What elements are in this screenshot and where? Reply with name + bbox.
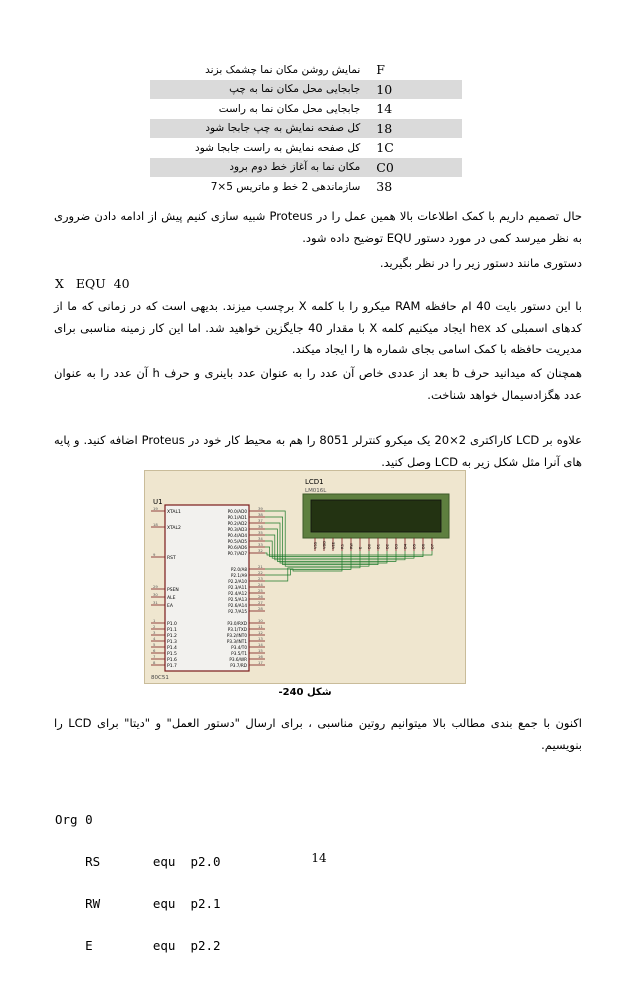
mcu-pin-label: P1.5 (167, 652, 177, 657)
lcd-pin-label: VDD (322, 541, 327, 549)
paragraph-consider: دستوری مانند دستور زیر را در نظر بگیرید. (379, 256, 582, 270)
mcu-pin-number: 31 (153, 600, 158, 605)
lcd-pin-group (314, 538, 435, 551)
lcd-pin-label: RS (340, 544, 345, 549)
mcu-pin-label: P1.7 (167, 664, 177, 669)
mcu-pin-number: 2 (153, 624, 156, 629)
mcu-pin-number: 24 (258, 582, 263, 587)
mcu-pin-number: 38 (258, 512, 263, 517)
lcd-pin-label: E (358, 546, 363, 549)
mcu-pin-label: P0.0/AD0 (227, 509, 247, 514)
command-row (150, 119, 462, 139)
mcu-pin-label: ALE (167, 596, 176, 601)
mcu-pin-label: P0.1/AD1 (227, 515, 247, 520)
command-row (150, 158, 462, 178)
command-row (150, 99, 462, 119)
command-description: مکان نما به آغاز خط دوم برود (150, 158, 366, 178)
mcu-pin-number: 5 (153, 642, 156, 647)
mcu-pin-label: P1.2 (167, 634, 177, 639)
command-code: C0 (366, 158, 462, 178)
mcu-pin-number: 39 (258, 506, 263, 511)
mcu-pin-number: 25 (258, 588, 263, 593)
mcu-pin-number: 18 (153, 522, 158, 527)
mcu-pin-label: P2.0/A8 (230, 567, 247, 572)
mcu-pin-number: 12 (258, 630, 263, 635)
mcu-pin-label: P1.6 (167, 658, 177, 663)
code-line: RW equ p2.1 (55, 896, 221, 911)
mcu-pin-label: XTAL1 (167, 510, 181, 515)
mcu-ref: U1 (153, 498, 163, 506)
mcu-pin-number: 8 (153, 660, 156, 665)
mcu-pin-number: 27 (258, 600, 263, 605)
lcd-pin-label: VSS (313, 541, 318, 549)
mcu-pin-number: 35 (258, 530, 263, 535)
command-code: 18 (366, 119, 462, 139)
command-description: کل صفحه نمایش به راست جابجا شود (195, 141, 361, 154)
command-description: کل صفحه نمایش به چپ جابجا شود (150, 119, 366, 139)
mcu-pin-label: EA (167, 604, 173, 609)
mcu-pin-label: PSEN (167, 588, 179, 593)
equ-example: X EQU 40 (55, 276, 130, 291)
code-line: Org 0 (55, 812, 93, 827)
mcu-pin-label: P0.7/AD7 (227, 551, 247, 556)
lcd-command-table (150, 60, 462, 197)
lcd-pin-label: D7 (430, 543, 435, 549)
mcu-pin-number: 23 (258, 576, 263, 581)
mcu-pin-number: 11 (258, 624, 263, 629)
mcu-pin-number: 13 (258, 636, 263, 641)
command-row (150, 80, 462, 100)
lcd-pin-label: D5 (412, 543, 417, 549)
mcu-pin-number: 17 (258, 660, 263, 665)
mcu-pin-number: 3 (153, 630, 156, 635)
mcu-pin-label: P3.0/RXD (227, 621, 247, 626)
mcu-pin-number: 29 (153, 584, 158, 589)
mcu-pin-label: P2.2/A10 (228, 579, 247, 584)
command-row (150, 177, 462, 197)
mcu-pin-number: 7 (153, 654, 156, 659)
command-description: نمایش روشن مکان نما چشمک بزند (205, 63, 361, 76)
connection-wire (265, 541, 414, 558)
mcu-pin-label: P0.4/AD4 (227, 533, 247, 538)
mcu-pin-label: P0.2/AD2 (227, 521, 247, 526)
command-description: سازماندهی 2 خط و ماتریس 5×7 (210, 180, 361, 193)
mcu-pin-number: 15 (258, 648, 263, 653)
paragraph-equ-explanation: با این دستور بایت 40 ام حافظه RAM میکرو را با کلمه X برچسب میزند. بدیهی است که در زمانی که ما از کدهای اسمبلی کد hex ایجاد میکنیم کلمه X با مقدار 40 جایگزین خواهید شد. اما این کار زمینه مناسبی برای مدیریت حافظه با کمک اسامی بجای شماره ها را ایجاد میکند. (54, 299, 582, 356)
code-line: RS equ p2.0 (55, 854, 221, 869)
mcu-pin-label: P2.6/A14 (228, 603, 247, 608)
lcd-pin-label: RW (349, 543, 354, 549)
mcu-pin-number: 6 (153, 648, 156, 653)
mcu-pin-label: P1.3 (167, 640, 177, 645)
mcu-pin-number: 34 (258, 536, 263, 541)
schematic-svg (145, 471, 465, 683)
lcd-pin-label: D3 (394, 543, 399, 549)
mcu-pin-label: P0.6/AD6 (227, 545, 247, 550)
paragraph-routine: اکنون با جمع بندی مطالب بالا میتوانیم روتین مناسبی ، برای ارسال "دستور العمل" و "دیتا" برای LCD را بنویسیم. (54, 716, 583, 752)
mcu-pin-number: 22 (258, 570, 263, 575)
mcu-pin-label: P0.5/AD5 (227, 539, 247, 544)
mcu-pin-label: P1.4 (167, 646, 177, 651)
mcu-pin-number: 21 (258, 564, 263, 569)
mcu-pin-label: P3.4/T0 (231, 645, 247, 650)
mcu-pin-number: 4 (153, 636, 156, 641)
mcu-pin-label: P3.5/T1 (231, 651, 247, 656)
command-description: جابجایی محل مکان نما به راست (218, 102, 361, 115)
mcu-pin-label: P2.5/A13 (228, 597, 247, 602)
mcu-pin-label: P1.1 (167, 628, 177, 633)
mcu-pin-number: 1 (153, 618, 156, 623)
command-description: جابجایی محل مکان نما به چپ (150, 80, 366, 100)
lcd-pin-label: D6 (421, 543, 426, 549)
mcu-pin-label: P3.6/WR (229, 657, 247, 662)
lcd-pin-label: D4 (403, 543, 408, 549)
mcu-pin-label: P1.0 (167, 622, 177, 627)
lcd-screen (311, 500, 441, 532)
mcu-pin-label: XTAL2 (167, 526, 181, 531)
lcd-pin-label: D2 (385, 543, 390, 549)
mcu-pin-number: 26 (258, 594, 263, 599)
mcu-pin-number: 19 (153, 506, 158, 511)
lcd-pin-label: D1 (376, 543, 381, 549)
mcu-pin-label: P0.3/AD3 (227, 527, 247, 532)
mcu-pin-label: P2.4/A12 (228, 591, 247, 596)
mcu-pin-label: P3.3/INT1 (226, 639, 247, 644)
mcu-pin-number: 10 (258, 618, 263, 623)
proteus-schematic-figure (144, 470, 466, 684)
figure-caption: شکل 240- (278, 687, 332, 698)
command-row (150, 138, 462, 158)
mcu-pin-label: RST (167, 556, 176, 561)
mcu-pin-number: 9 (153, 552, 156, 557)
page-number: 14 (311, 851, 327, 865)
lcd-pin-label: D0 (367, 543, 372, 549)
mcu-pin-number: 28 (258, 606, 263, 611)
lcd-pin-label: VEE (331, 542, 336, 549)
mcu-pin-label: P3.2/INT0 (226, 633, 247, 638)
mcu-pin-number: 30 (153, 592, 158, 597)
mcu-right-pins (227, 506, 265, 668)
mcu-pin-number: 33 (258, 542, 263, 547)
mcu-pin-label: P3.1/TXD (227, 627, 247, 632)
mcu-pin-label: P3.7/RD (230, 663, 247, 668)
mcu-pin-number: 37 (258, 518, 263, 523)
mcu-pin-number: 36 (258, 524, 263, 529)
code-line: E equ p2.2 (55, 938, 221, 953)
mcu-pin-label: P2.7/A15 (228, 609, 247, 614)
mcu-pin-label: P2.3/A11 (228, 585, 247, 590)
mcu-pin-number: 32 (258, 548, 263, 553)
mcu-pin-number: 14 (258, 642, 263, 647)
command-row (150, 60, 462, 80)
command-code: F (376, 62, 385, 78)
paragraph-add-components: علاوه بر LCD کاراکتری 2×20 یک میکرو کنترلر 8051 را هم به محیط کار خود در Proteus اضافه کنید. و پایه های آنرا مثل شکل زیر به LCD وصل کنید. (54, 433, 582, 469)
paragraph-number-suffix: همچنان که میدانید حرف b بعد از عددی خاص آن عدد را به عنوان عدد باینری و حرف h آن عدد را به عنوان عدد هگزادسیمال خواهد شناخت. (54, 366, 583, 402)
command-code: 14 (376, 101, 393, 117)
lcd-ref: LCD1 (305, 478, 324, 486)
assembly-code-block (55, 785, 221, 981)
mcu-pin-label: P2.1/A9 (230, 573, 247, 578)
command-code: 10 (366, 80, 462, 100)
mcu-pin-number: 16 (258, 654, 263, 659)
command-code: 1C (376, 140, 394, 156)
paragraph-intro: حال تصمیم داریم با کمک اطلاعات بالا همین عمل را در Proteus شبیه سازی کنیم پیش از ادامه دادن ضروری به نظر میرسد کمی در مورد دستور EQU توضیح داده شود. (54, 209, 582, 245)
connection-wire (265, 551, 432, 555)
lcd-part: LM016L (305, 488, 327, 494)
mcu-part: 80C51 (151, 675, 169, 681)
command-code: 38 (376, 179, 393, 195)
